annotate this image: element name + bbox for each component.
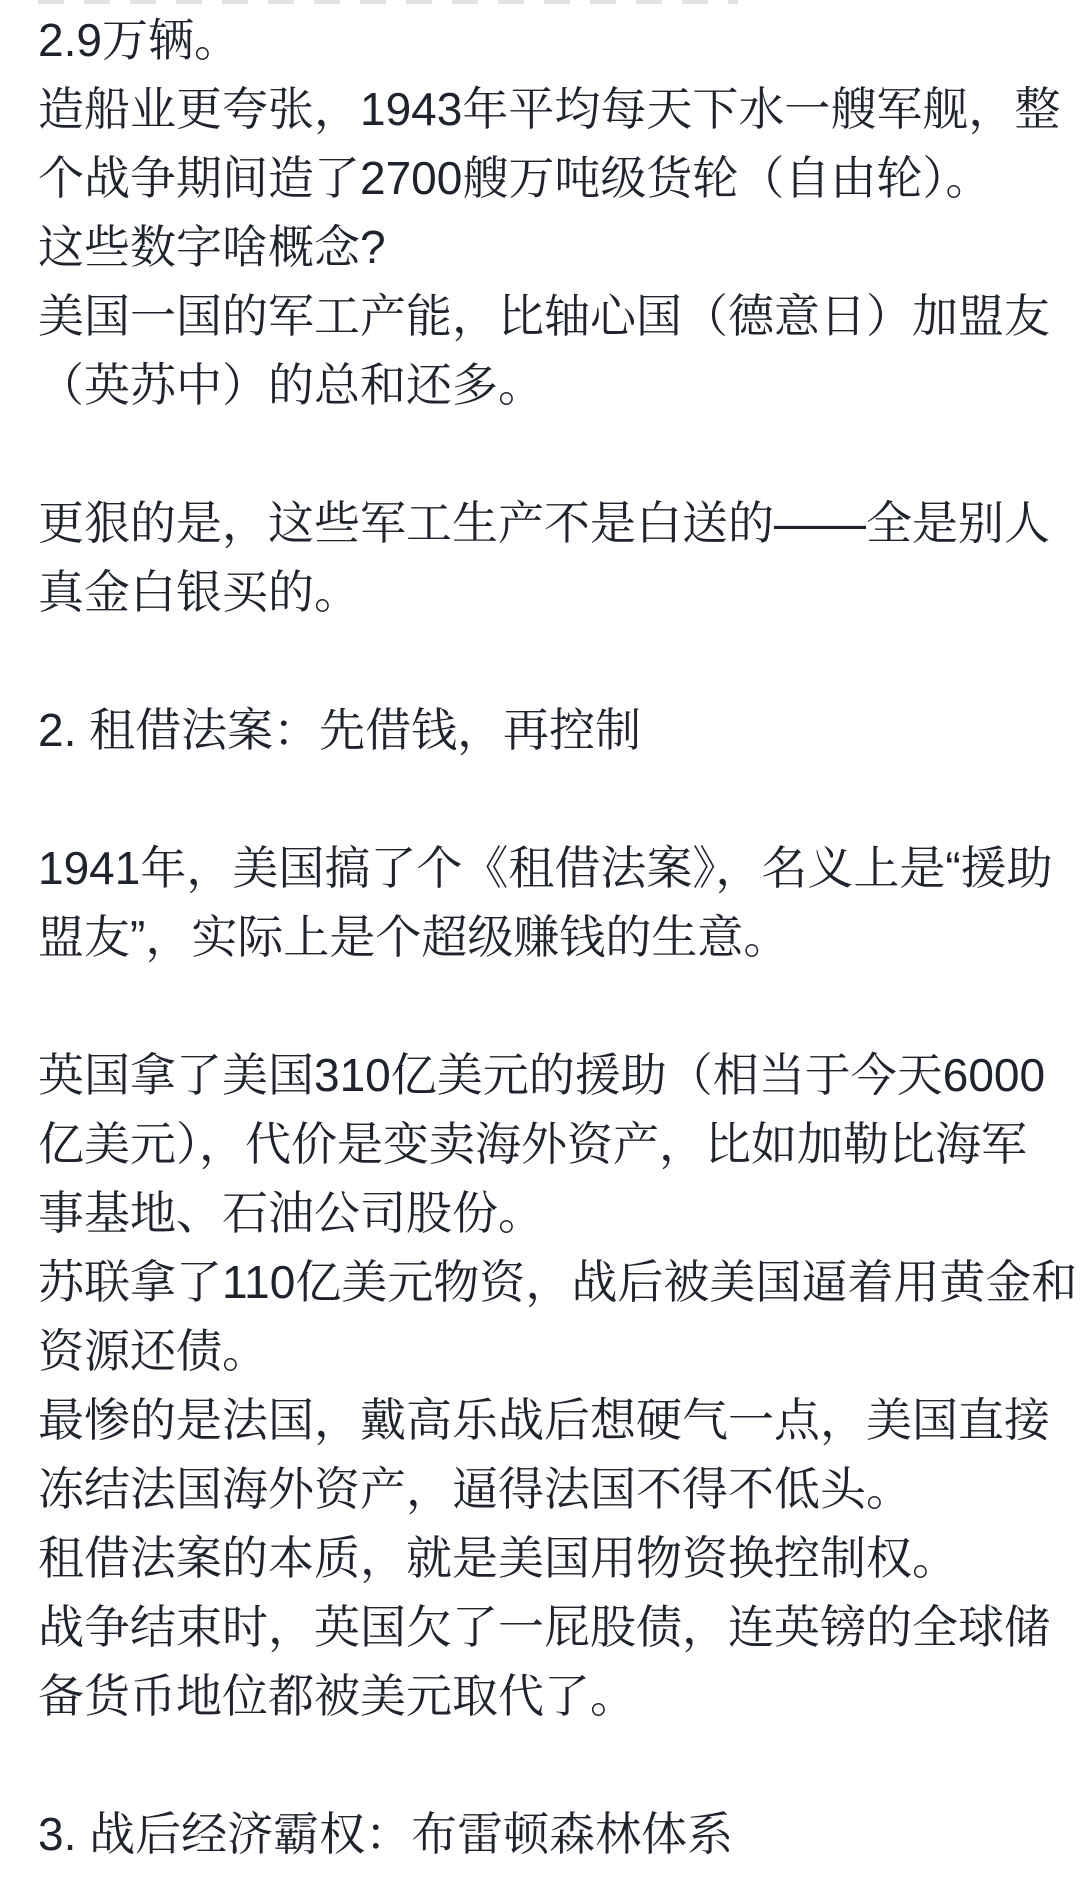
clipped-previous-line-remnant bbox=[38, 0, 738, 4]
text-line: 2.9万辆。 bbox=[38, 14, 240, 66]
paragraph-block bbox=[38, 834, 1053, 972]
section-heading bbox=[38, 696, 1050, 765]
text-line: 2. 租借法案：先借钱，再控制 bbox=[38, 704, 642, 756]
text-line: 3. 战后经济霸权：布雷顿森林体系 bbox=[38, 1808, 734, 1860]
text-line: 冻结法国海外资产，逼得法国不得不低头。 bbox=[38, 1463, 912, 1515]
text-line: 苏联拿了110亿美元物资，战后被美国逼着用黄金和 bbox=[38, 1256, 1078, 1308]
text-line: 盟友”，实际上是个超级赚钱的生意。 bbox=[38, 911, 790, 963]
text-line: 造船业更夸张，1943年平均每天下水一艘军舰，整 bbox=[38, 83, 1061, 135]
paragraph-block bbox=[38, 6, 1061, 420]
text-line: 这些数字啥概念? bbox=[38, 221, 386, 273]
text-line: 事基地、石油公司股份。 bbox=[38, 1187, 544, 1239]
text-line: （英苏中）的总和还多。 bbox=[38, 359, 544, 411]
text-line: 英国拿了美国310亿美元的援助（相当于今天6000 bbox=[38, 1049, 1046, 1101]
text-line: 备货币地位都被美元取代了。 bbox=[38, 1670, 636, 1722]
text-line: 更狠的是，这些军工生产不是白送的——全是别人 bbox=[38, 497, 1050, 549]
text-line: 战争结束时，英国欠了一屁股债，连英镑的全球储 bbox=[38, 1601, 1050, 1653]
paragraph-block bbox=[38, 489, 1050, 627]
text-line: 个战争期间造了2700艘万吨级货轮（自由轮）。 bbox=[38, 152, 992, 204]
text-line: 资源还债。 bbox=[38, 1325, 268, 1377]
text-line: 最惨的是法国，戴高乐战后想硬气一点，美国直接 bbox=[38, 1394, 1050, 1446]
text-line: 租借法案的本质，就是美国用物资换控制权。 bbox=[38, 1532, 958, 1584]
text-line: 真金白银买的。 bbox=[38, 566, 360, 618]
paragraph-block bbox=[38, 1041, 1078, 1731]
text-line: 美国一国的军工产能，比轴心国（德意日）加盟友 bbox=[38, 290, 1050, 342]
text-line: 亿美元），代价是变卖海外资产，比如加勒比海军 bbox=[38, 1118, 1027, 1170]
section-heading bbox=[38, 1800, 1050, 1869]
text-line: 1941年，美国搞了个《租借法案》，名义上是“援助 bbox=[38, 842, 1053, 894]
